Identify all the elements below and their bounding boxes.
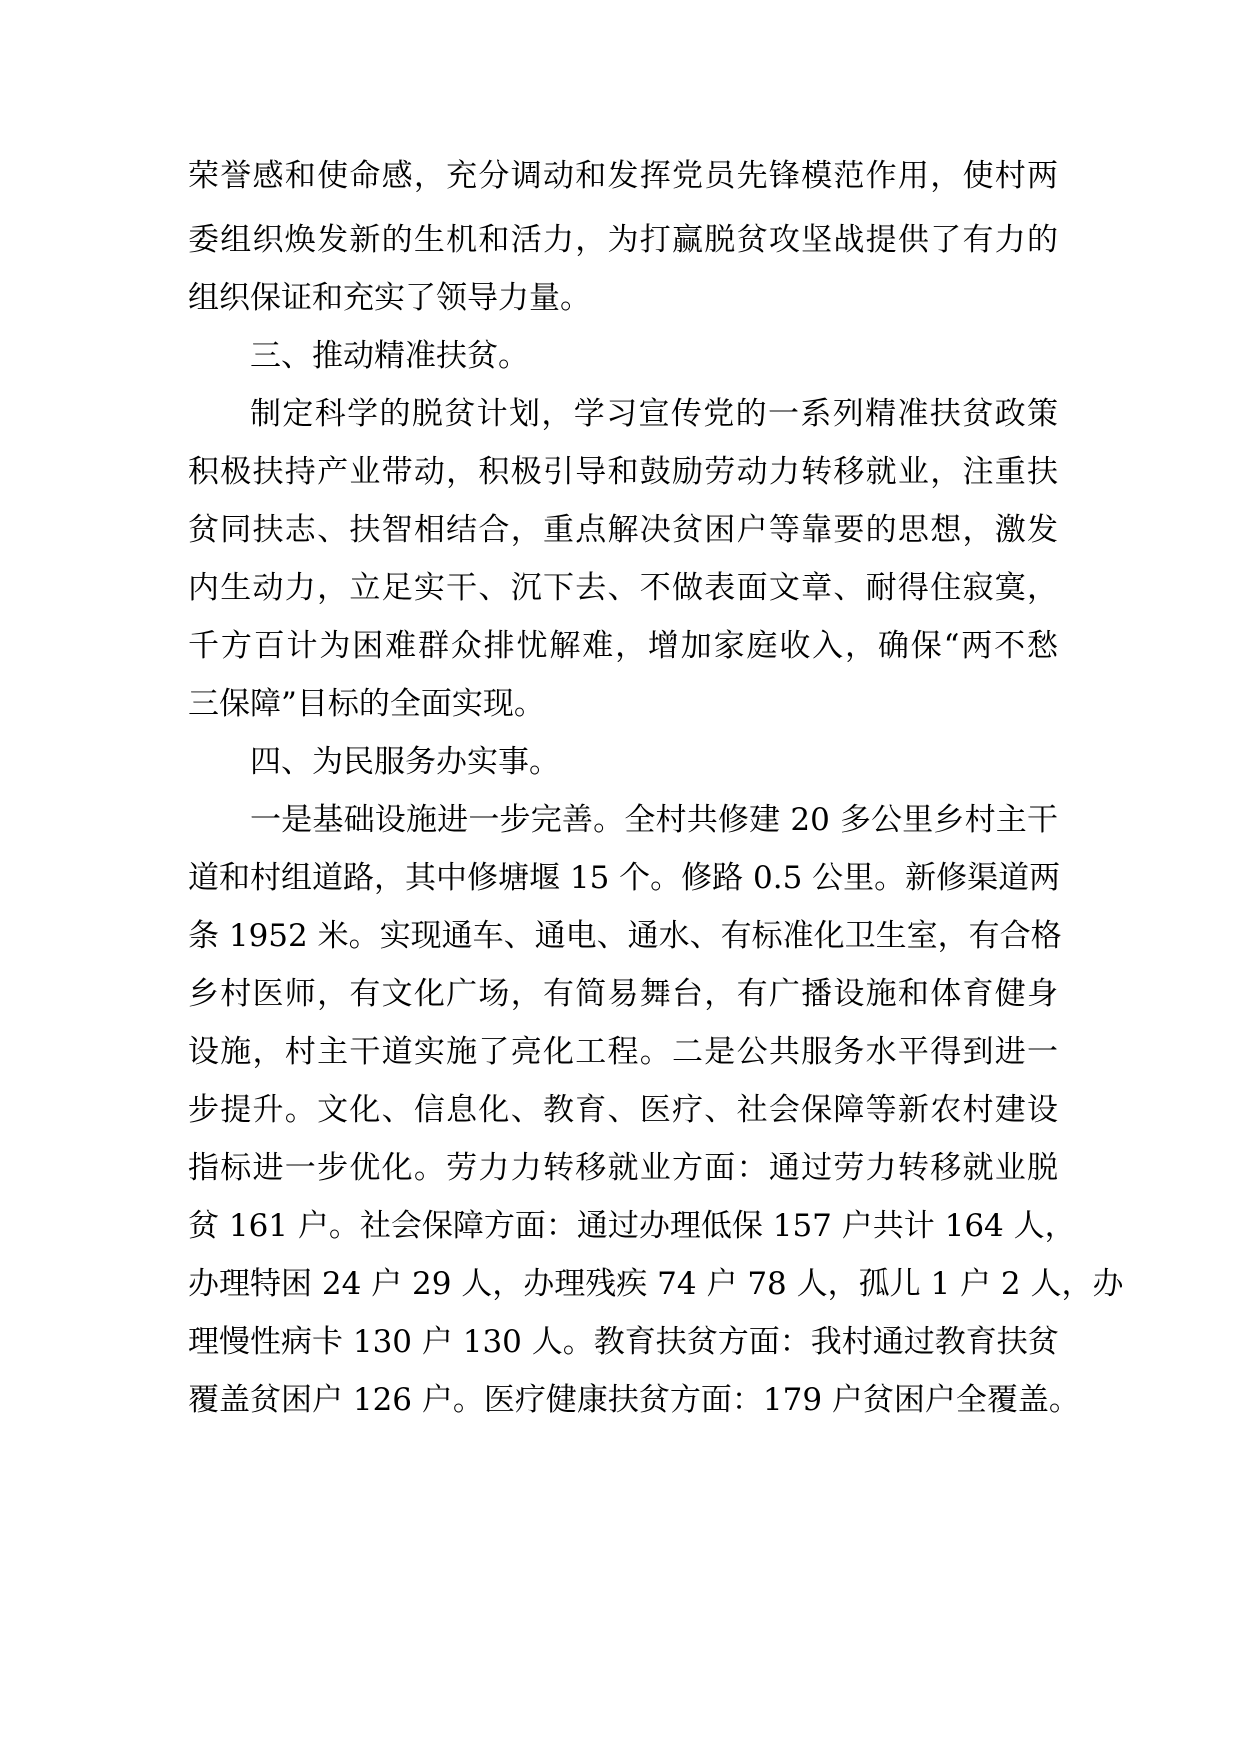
body-text-line: 贫 161 户。社会保障方面：通过办理低保 157 户共计 164 人， — [188, 1208, 1076, 1244]
body-text-line: 道和村组道路，其中修塘堰 15 个。修路 0.5 公里。新修渠道两 — [188, 860, 1061, 896]
section-heading: 三、推动精准扶贫。 — [250, 338, 529, 374]
body-text-line: 内生动力，立足实干、沉下去、不做表面文章、耐得住寂寞， — [188, 570, 1058, 606]
body-text-line: 办理特困 24 户 29 人，办理残疾 74 户 78 人，孤儿 1 户 2 人，办 — [188, 1266, 1124, 1302]
body-text-line: 委组织焕发新的生机和活力，为打赢脱贫攻坚战提供了有力的 — [188, 222, 1058, 258]
body-text-line: 千方百计为困难群众排忧解难，增加家庭收入，确保“两不愁 — [188, 628, 1058, 664]
body-text-line: 组织保证和充实了领导力量。 — [188, 280, 591, 316]
body-text-line: 制定科学的脱贫计划，学习宣传党的一系列精准扶贫政策 — [250, 396, 1058, 432]
body-text-line: 贫同扶志、扶智相结合，重点解决贫困户等靠要的思想，激发 — [188, 512, 1058, 548]
body-text-line: 荣誉感和使命感，充分调动和发挥党员先锋模范作用，使村两 — [188, 158, 1058, 194]
body-text-line: 指标进一步优化。劳力力转移就业方面：通过劳力转移就业脱 — [188, 1150, 1058, 1186]
body-text-line: 设施，村主干道实施了亮化工程。二是公共服务水平得到进一 — [188, 1034, 1058, 1070]
body-text-line: 覆盖贫困户 126 户。医疗健康扶贫方面：179 户贫困户全覆盖。 — [188, 1382, 1080, 1418]
body-text-line: 条 1952 米。实现通车、通电、通水、有标准化卫生室，有合格 — [188, 918, 1062, 954]
body-text-line: 一是基础设施进一步完善。全村共修建 20 多公里乡村主干 — [250, 802, 1058, 838]
body-text-line: 三保障”目标的全面实现。 — [188, 686, 545, 722]
body-text-line: 步提升。文化、信息化、教育、医疗、社会保障等新农村建设 — [188, 1092, 1058, 1128]
body-text-line: 积极扶持产业带动，积极引导和鼓励劳动力转移就业，注重扶 — [188, 454, 1058, 490]
section-heading: 四、为民服务办实事。 — [250, 744, 560, 780]
body-text-line: 理慢性病卡 130 户 130 人。教育扶贫方面：我村通过教育扶贫 — [188, 1324, 1059, 1360]
body-text-line: 乡村医师，有文化广场，有简易舞台，有广播设施和体育健身 — [188, 976, 1058, 1012]
